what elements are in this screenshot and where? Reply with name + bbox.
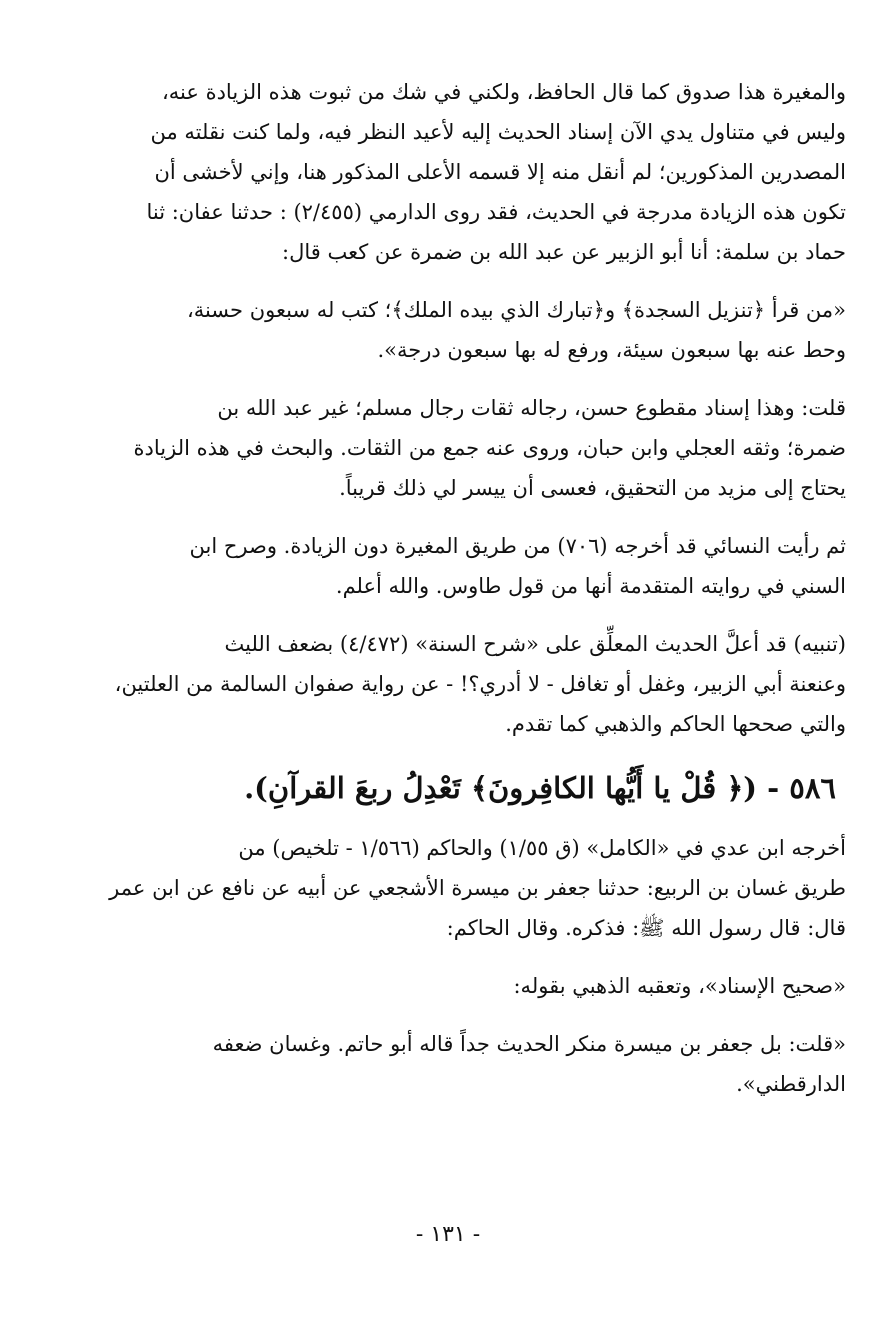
text-line: «من قرأ ﴿تنزيل السجدة﴾ و﴿تبارك الذي بيده الملك﴾؛ كتب له سبعون حسنة، bbox=[186, 298, 846, 322]
text-line: قال: قال رسول الله ﷺ: فذكره. وقال الحاكم: bbox=[446, 916, 846, 940]
hadith-heading: ٥٨٦ - (﴿ قُلْ يا أَيُّها الكافِرونَ﴾ تَعْدِلُ ربعَ القرآنِ). bbox=[244, 771, 836, 805]
text-line: ثم رأيت النسائي قد أخرجه (٧٠٦) من طريق المغيرة دون الزيادة. وصرح ابن bbox=[189, 534, 846, 558]
text-line: تكون هذه الزيادة مدرجة في الحديث، فقد روى الدارمي (٢/٤٥٥) : حدثنا عفان: ثنا bbox=[146, 200, 846, 224]
text-line: وحط عنه بها سبعون سيئة، ورفع له بها سبعون درجة». bbox=[377, 338, 846, 362]
paragraph bbox=[50, 72, 846, 272]
text-line: المصدرين المذكورين؛ لم أنقل منه إلا قسمه الأعلى المذكور هنا، وإني لأخشى أن bbox=[154, 160, 846, 184]
text-line: ضمرة؛ وثقه العجلي وابن حبان، وروى عنه جمع من الثقات. والبحث في هذه الزيادة bbox=[133, 436, 846, 460]
body-text-section-1 bbox=[50, 72, 846, 744]
text-line: (تنبيه) قد أعلَّ الحديث المعلِّق على «شرح السنة» (٤/٤٧٢) بضعف الليث bbox=[224, 632, 846, 656]
paragraph bbox=[50, 828, 846, 948]
paragraph bbox=[50, 1024, 846, 1104]
text-line: والمغيرة هذا صدوق كما قال الحافظ، ولكني في شك من ثبوت هذه الزيادة عنه، bbox=[161, 80, 846, 104]
text-line: قلت: وهذا إسناد مقطوع حسن، رجاله ثقات رجال مسلم؛ غير عبد الله بن bbox=[217, 396, 846, 420]
paragraph bbox=[50, 966, 846, 1006]
page-number: - ١٣١ - bbox=[415, 1222, 481, 1247]
body-text-section-2 bbox=[50, 828, 846, 1104]
text-line: وليس في متناول يدي الآن إسناد الحديث إليه لأعيد النظر فيه، ولما كنت نقلته من bbox=[150, 120, 846, 144]
paragraph bbox=[50, 526, 846, 606]
text-line: حماد بن سلمة: أنا أبو الزبير عن عبد الله بن ضمرة عن كعب قال: bbox=[282, 240, 846, 264]
text-line: يحتاج إلى مزيد من التحقيق، فعسى أن ييسر لي ذلك قريباً. bbox=[339, 476, 846, 500]
text-line: الدارقطني». bbox=[736, 1072, 846, 1096]
text-line: طريق غسان بن الربيع: حدثنا جعفر بن ميسرة الأشجعي عن أبيه عن نافع عن ابن عمر bbox=[109, 876, 846, 900]
text-line: «قلت: بل جعفر بن ميسرة منكر الحديث جداً قاله أبو حاتم. وغسان ضعفه bbox=[212, 1032, 846, 1056]
paragraph bbox=[50, 624, 846, 744]
text-line: والتي صححها الحاكم والذهبي كما تقدم. bbox=[505, 712, 846, 736]
text-line: السني في روايته المتقدمة أنها من قول طاوس. والله أعلم. bbox=[335, 574, 846, 598]
text-line: أخرجه ابن عدي في «الكامل» (ق ١/٥٥) والحاكم (١/٥٦٦ - تلخيص) من bbox=[238, 836, 846, 860]
text-line: وعنعنة أبي الزبير، وغفل أو تغافل - لا أدري؟! - عن رواية صفوان السالمة من العلتين، bbox=[114, 672, 846, 696]
text-line: «صحيح الإسناد»، وتعقبه الذهبي بقوله: bbox=[513, 974, 846, 998]
paragraph bbox=[50, 290, 846, 370]
paragraph bbox=[50, 388, 846, 508]
